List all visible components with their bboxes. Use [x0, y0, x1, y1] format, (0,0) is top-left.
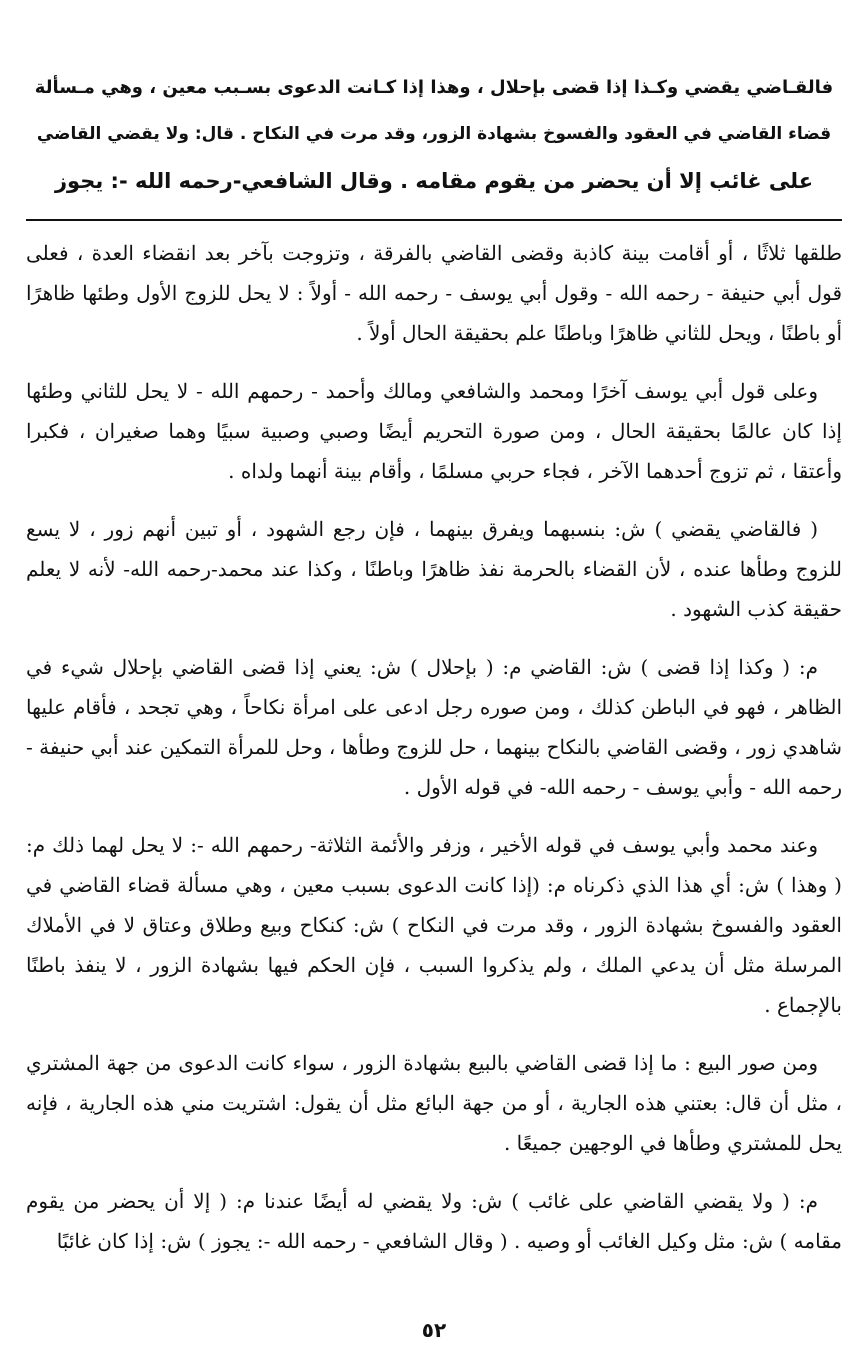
commentary-paragraph: وعند محمد وأبي يوسف في قوله الأخير ، وزفر والأئمة الثلاثة- رحمهم الله -: لا يحل لهما ذلك م: ( وهذا ) ش: أي هذا الذي ذكرناه م: (إذا كانت الدعوى بسبب معين ، وهي مسألة قضاء القاضي في العقود والفسوخ بشهادة الزور ، وقد مرت في النكاح ) ش: كنكاح وبيع وطلاق وعتاق لا في الأملاك المرسلة مثل أن يدعي الملك ، ولم يذكروا السبب ، فإن الحكم فيها بشهادة الزور ، لا ينفذ باطنًا بالإجماع .	[26, 833, 842, 1017]
commentary-paragraph: طلقها ثلاثًا ، أو أقامت بينة كاذبة وقضى القاضي بالفرقة ، وتزوجت بآخر بعد انقضاء العدة ، فعلى قول أبي حنيفة - رحمه الله - وقول أبي يوسف - رحمه الله - أولاً : لا يحل للزوج الأول وطئها ظاهرًا أو باطنًا ، ويحل للثاني ظاهرًا وباطنًا علم بحقيقة الحال أولاً .	[26, 241, 842, 345]
matn-line: على غائب إلا أن يحضر من يقوم مقامه . وقال الشافعي-رحمه الله -: يجوز	[54, 169, 814, 193]
page-number: ٥٢	[421, 1318, 447, 1342]
commentary-paragraph: ( فالقاضي يقضي ) ش: بنسبهما ويفرق بينهما ، فإن رجع الشهود ، أو تبين أنهم زور ، لا يسع للزوج وطأها عنده ، لأن القضاء بالحرمة نفذ ظاهرًا وباطنًا ، وكذا عند محمد-رحمه الله- لأنه لا يعلم حقيقة كذب الشهود .	[26, 517, 842, 621]
matn-line: قضاء القاضي في العقود والفسوخ بشهادة الزور، وقد مرت في النكاح . قال: ولا يقضي القاضي	[36, 124, 832, 144]
commentary-paragraph: وعلى قول أبي يوسف آخرًا ومحمد والشافعي ومالك وأحمد - رحمهم الله - لا يحل للثاني وطئها إذا كان عالمًا بحقيقة الحال ، ومن صورة التحريم أيضًا وصبي وصبية سبيًا وهما صغيران ، فكبرا وأعتقا ، ثم تزوج أحدهما الآخر ، فجاء حربي مسلمًا ، وأقام بينة أنهما ولداه .	[26, 379, 842, 483]
separator-rule	[26, 219, 842, 221]
commentary-text	[26, 233, 842, 1261]
matn-line: فالقـاضي يقضي وكـذا إذا قضى بإحلال ، وهذا إذا كـانت الدعوى بسـبب معين ، وهي مـسألة	[34, 77, 834, 98]
commentary-paragraph: م: ( ولا يقضي القاضي على غائب ) ش: ولا يقضي له أيضًا عندنا م: ( إلا أن يحضر من يقوم مقامه ) ش: مثل وكيل الغائب أو وصيه . ( وقال الشافعي - رحمه الله -: يجوز ) ش: إذا كان غائبًا	[26, 1189, 842, 1253]
commentary-paragraph: ومن صور البيع : ما إذا قضى القاضي بالبيع بشهادة الزور ، سواء كانت الدعوى من جهة المشتري ، مثل أن قال: بعتني هذه الجارية ، أو من جهة البائع مثل أن يقول: اشتريت مني هذه الجارية ، فإنه يحل للمشتري وطأها في الوجهين جميعًا .	[26, 1051, 842, 1155]
page-body	[26, 64, 842, 1279]
matn-text	[26, 64, 842, 205]
commentary-paragraph: م: ( وكذا إذا قضى ) ش: القاضي م: ( بإحلال ) ش: يعني إذا قضى القاضي بإحلال شيء في الظاهر ، فهو في الباطن كذلك ، ومن صوره رجل ادعى على امرأة نكاحاً ، وهي تجحد ، فأقام عليها شاهدي زور ، وقضى القاضي بالنكاح بينهما ، حل للزوج وطأها ، وحل للمرأة التمكين عند أبي حنيفة - رحمه الله - وأبي يوسف - رحمه الله- في قوله الأول .	[26, 655, 842, 799]
